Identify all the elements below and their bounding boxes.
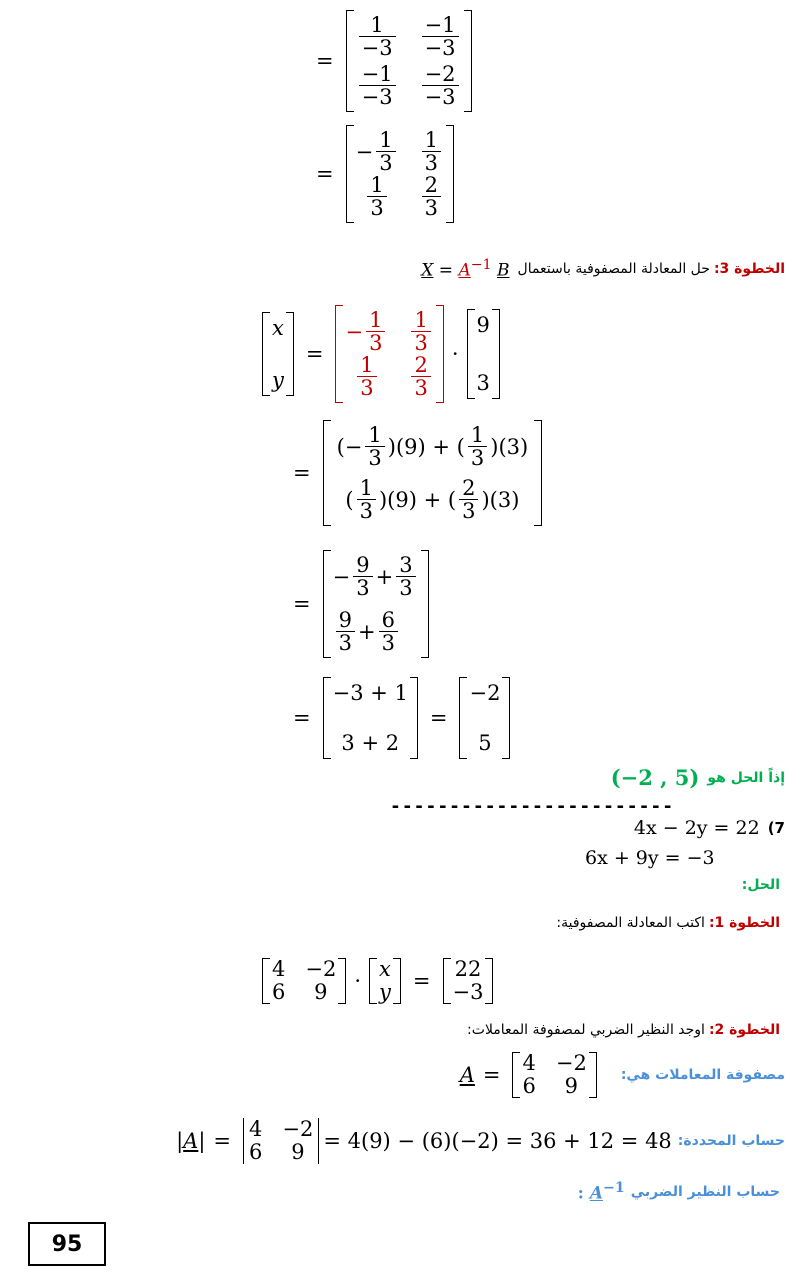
matrix-equation-step3: x y = − $\frac{1}{3}$ $\frac{1}{3}$ $\frac{1}{3}$ $\frac{2}{3}$ · 9 3 [258, 305, 504, 403]
solution-value: (−2 , 5) [610, 765, 700, 790]
solution-line [480, 765, 785, 790]
inverse-label: حساب النظير الضربي [630, 1183, 780, 1200]
coeff-matrix-label: مصفوفة المعاملات هي: [620, 1067, 785, 1084]
determinant-expr: = 4(9) − (6)(−2) = 36 + 12 = 48 [323, 1129, 672, 1154]
determinant-line [176, 1117, 785, 1165]
inverse-colon: : [577, 1183, 584, 1204]
step2-line [467, 1022, 780, 1038]
coefficient-matrix-line [400, 1052, 785, 1098]
page-number: 95 [28, 1222, 106, 1266]
step1-text: اكتب المعادلة المصفوفية: [556, 915, 705, 931]
matrix-step-fractions: = − $\frac{9}{3}$ + $\frac{3}{3}$ $\frac{9}{3}$ + $\frac{6}{3}$ [285, 550, 433, 658]
step3-text: حل المعادلة المصفوفية باستعمال [517, 260, 710, 277]
inverse-symbol: A [589, 1183, 604, 1204]
step2-text: اوجد النظير الضربي لمصفوفة المعاملات: [467, 1022, 705, 1038]
equation-1: 4x − 2y = 22 [633, 817, 760, 839]
problem-7-eq1 [580, 817, 785, 839]
inverse-formula [578, 1180, 625, 1204]
determinant-label: حساب المحددة: [677, 1133, 785, 1150]
step3-formula: $X = A^{-1}$ B [421, 257, 510, 281]
solution-prefix: إذاً الحل هو [707, 769, 785, 786]
step1-line [556, 915, 780, 931]
step1-label: الخطوة 1: [708, 915, 780, 931]
matrix-step-1: = $\frac{1}{-3}$ $\frac{-1}{-3}$ $\frac{-1}{-3}$ $\frac{-2}{-3}$ [308, 10, 476, 112]
coefficient-matrix: A = 4 −2 6 9 [460, 1052, 601, 1098]
separator: ------------------------ [390, 796, 675, 817]
step2-label: الخطوة 2: [708, 1022, 780, 1038]
solution-label: الحل: [741, 877, 780, 893]
matrix-step-2: = − $\frac{1}{3}$ $\frac{1}{3}$ $\frac{1}{3}$ $\frac{2}{3}$ [308, 125, 458, 223]
equation-2: 6x + 9y = −3 [585, 847, 715, 869]
inverse-line [578, 1180, 780, 1204]
inverse-exp: −1 [603, 1180, 625, 1196]
determinant-calc: |A| = 4 −2 6 9 = 4(9) − (6)(−2) = 36 + 12 = 48 [176, 1117, 672, 1165]
step3-line [421, 257, 785, 281]
problem-number: (7 [767, 819, 785, 837]
step3-label: الخطوة 3: [713, 260, 785, 277]
matrix-step-products: = (− $\frac{1}{3}$ )(9) + ( $\frac{1}{3}$ )(3) ( $\frac{1}{3}$ )(9) + ( $\frac{2}{3}$ )(3) [285, 420, 546, 526]
matrix-equation-problem7: 4 −2 6 9 · x y = 22 −3 [258, 958, 497, 1004]
matrix-step-result: = −3 + 1 3 + 2 = −2 5 [285, 677, 514, 759]
